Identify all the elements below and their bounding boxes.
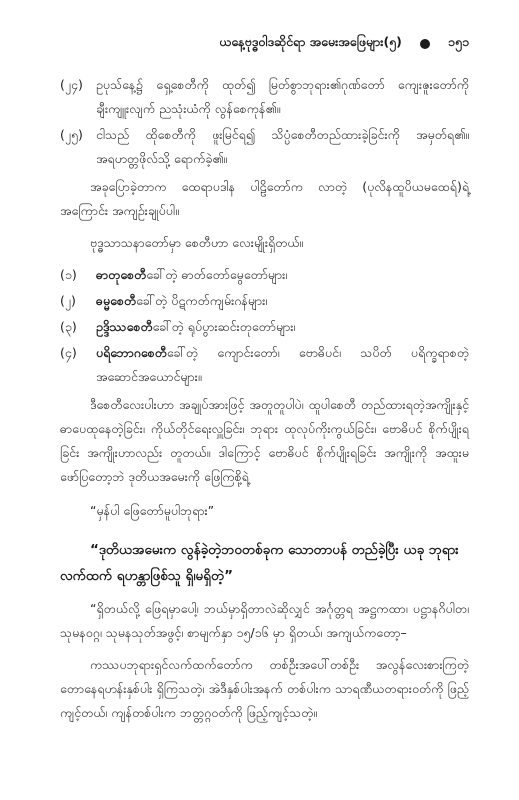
paragraph: ကဿပဘုရားရှင်လက်ထက်တော်က တစ်ဦးအပေါ်တစ်ဦး အလွန်လေးစားကြတဲ့ တောနေရဟန်းနှစ်ပါး ရှိကြသတဲ့၊ အဲဒီနှစ်ပါးအနက် တစ်ပါးက သာရဏီယတရားဝတ်ကို ဖြည့်ကျင့်တယ်၊ ကျန်တစ်ပါးက ဘတ္တဂ္ဂဝတ်ကို ဖြည့်ကျင့်သတဲ့။ [60, 657, 469, 720]
list-item [60, 123, 469, 171]
item-number: (၁) [60, 267, 77, 282]
item-number: (၂၄) [60, 77, 83, 92]
item-text: ခေါ်တဲ့ ရုပ်ပွားဆင်းတုတော်များ၊ [152, 319, 296, 334]
item-number: (၂) [60, 293, 76, 308]
paragraph: အခုပြောခဲ့တာက ထေရာပဒါန ပါဠိတော်က လာတဲ့ (ပုလိနထူပိယမထေရ်)ရဲ့အကြောင်း အကျဉ်းချုပ်ပါ။ [60, 179, 469, 218]
list-item [60, 341, 469, 389]
term: ဓမ္မစေတီ [96, 293, 137, 308]
quote: “မှန်ပါ ဖြေတော်မူပါဘုရား” [90, 503, 215, 518]
item-number: (၃) [60, 319, 77, 334]
item-text: ခေါ်တဲ့ ပိဋကတ်ကျမ်းဂန်များ၊ [136, 293, 268, 308]
item-number: (၂၅) [60, 127, 83, 142]
term: ဥဒ္ဒိဿစေတီ [96, 319, 153, 334]
paragraph: ဗုဒ္ဓသာသနာတော်မှာ စေတီဟာ လေးမျိုးရှိတယ်။ [90, 235, 304, 250]
list-item [60, 289, 469, 313]
paragraph: “ရှိတယ်လို့ ဖြေရမှာပေါ့၊ ဘယ်မှာရှိတာလဲဆိုလျှင် အင်္ဂုတ္တရ အဋ္ဌကထာ၊ ပဋ္ဌာနဂိပါတ၊ သုမနဝဂ္ဂ၊ သုမနသုတ်အဖွင့်၊ စာမျက်နှာ ၁၅/၁၆ မှာ ရှိတယ်၊ အကျယ်ကတော့– [60, 601, 469, 640]
page-header [60, 34, 469, 53]
paragraph: ဒီစေတီလေးပါးဟာ အချုပ်အားဖြင့် အတူတူပါပဲ၊ ထူပါစေတီ တည်ထားရတဲ့အကျိုးနှင့် ဓာပေထုနေတဲ့ခြင်း၊ ကိုယ်တိုင်ရေးလှူခြင်း၊ ဘုရား ထုလုပ်ကိုးကွယ်ခြင်း၊ ဗောဓိပင် စိုက်ပျိုးရခြင်း အကျိုးဟာလည်း တူတယ်။ ဒါကြောင့် ဗောဓိပင် စိုက်ပျိုးရခြင်း အကျိုးကို အထူးမဖော်ပြတော့ဘဲ ဒုတိယအမေးကို ဖြေကြစို့ရဲ့ [60, 397, 469, 484]
list-item [60, 263, 469, 287]
item-text: ငါသည် ထိုစေတီကို ဖူးမြင်ရ၍ သိပ္ပံစေတီတည်ထားခဲ့ခြင်းကို အမှတ်ရ၏။ အရဟတ္တဖိုလ်သို့ ရောက်ခဲ့၏။ [96, 127, 469, 166]
list-item [60, 73, 469, 121]
item-text: ခေါ်တဲ့ ဓာတ်တော်မွေတော်များ၊ [146, 267, 288, 282]
bullet-icon [420, 39, 430, 49]
item-text: ခေါ်တဲ့ ကျောင်းတော်၊ ဗောဓိပင်၊ သပိတ် ပရိက္ခရာစတဲ့ အဆောင်အယောင်များ။ [96, 345, 469, 384]
list-item [60, 315, 469, 339]
page-number: ၁၅၁ [447, 34, 469, 49]
running-title: ယနေ့ဗုဒ္ဓဝါဒဆိုင်ရာ အမေးအဖြေများ(၅) [219, 34, 402, 49]
item-text: ဥပုသ်နေ့၌ ရှေ့စေတီကို ထုတ်၍ မြတ်စွာဘုရား၏ဂုဏ်တော် ကျေးဇူးတော်ကို ချီးကျူးလျက် ညသုံးယံကို လွန်စေကုန်၏။ [96, 77, 469, 116]
item-number: (၄) [60, 345, 77, 360]
term: ဓာတုစေတီ [96, 267, 147, 282]
term: ပရိဘောဂစေတီ [96, 345, 167, 360]
section-heading: “ဒုတိယအမေးက လွန်ခဲ့တဲ့ဘဝတစ်ခုက သောတာပန် တည်ခဲ့ပြီး ယခု ဘုရားလက်ထက် ရဟန္တာဖြစ်သူ ရှိ၊မရှိတဲ့” [60, 542, 459, 584]
